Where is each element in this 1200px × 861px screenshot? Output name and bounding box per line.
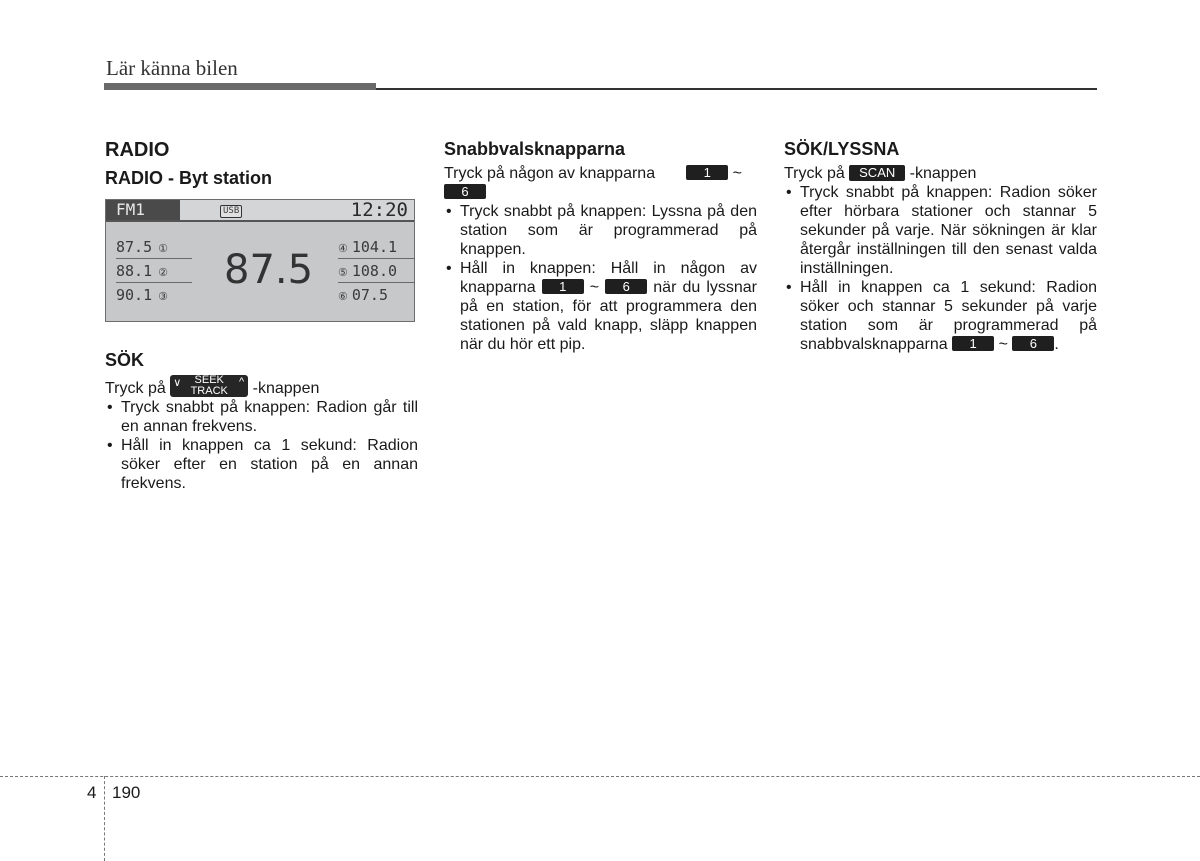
chapter-number: 4: [87, 783, 97, 802]
sok-bullet-list: [105, 398, 418, 493]
bullet2-after: när du lyssnar på en station, för att programmera den stationen på vald knapp, släpp knappen när du hör ett pip.: [460, 279, 758, 353]
preset-freq: 87.5: [116, 238, 153, 256]
preset-key-6: 6: [444, 184, 486, 199]
preset-left-3: [116, 286, 192, 306]
header-title: Lär känna bilen: [106, 56, 238, 80]
sok-intro-after: -knappen: [252, 380, 320, 397]
column-radio: [105, 138, 418, 493]
preset-key-1: 1: [542, 279, 584, 294]
preset-freq: 90.1: [116, 286, 153, 304]
seek-label: SEEK: [194, 374, 224, 386]
preset-key-6: 6: [605, 279, 647, 294]
track-label: TRACK: [190, 385, 228, 397]
chevron-up-icon: ^: [239, 376, 245, 388]
list-item: • Håll in knappen ca 1 sekund: Radion söker efter en station på en annan frekvens.: [105, 436, 418, 493]
tilde: ~: [998, 336, 1008, 353]
preset-key-1: 1: [952, 336, 994, 351]
preset-left-2: [116, 262, 192, 283]
chevron-down-icon: ∨: [173, 377, 182, 389]
display-usb-icon: USB: [220, 205, 242, 218]
header-rule-thin: [376, 88, 1097, 90]
preset-freq: 108.0: [351, 262, 398, 280]
radio-display: [105, 199, 415, 322]
preset-key-6: 6: [1012, 336, 1054, 351]
scan-intro-after: -knappen: [909, 165, 977, 182]
preset-number: ①: [158, 242, 168, 255]
scan-bullet-list: [784, 183, 1097, 354]
preset-key-1: 1: [686, 165, 728, 180]
end-period: .: [1054, 336, 1059, 353]
display-time: 12:20: [350, 199, 408, 221]
list-item: • Tryck snabbt på knappen: Radion söker efter hörbara stationer och stannar 5 sekunder på varje. När sökningen är klar återgår inställningen till den senast valda inställningen.: [784, 183, 1097, 278]
page-number: 190: [112, 783, 141, 802]
preset-right-5: [338, 262, 414, 283]
preset-number: ②: [158, 266, 168, 279]
bullet2-before: Håll in knappen ca 1 sekund: Radion söker och stannar 5 sekunder på varje station som är programmerad på snabbvalsknapparna: [800, 279, 1097, 353]
footer-divider: [0, 776, 1200, 777]
list-item: • Tryck snabbt på knappen: Lyssna på den station som är programmerad på knappen.: [444, 202, 757, 259]
list-item: [444, 259, 757, 354]
tilde: ~: [732, 165, 743, 182]
preset-right-4: [338, 238, 414, 259]
radio-subheading: RADIO - Byt station: [105, 168, 273, 188]
seek-track-key: [170, 375, 248, 397]
sok-heading: SÖK: [105, 350, 145, 370]
list-item: • Tryck snabbt på knappen: Radion går till en annan frekvens.: [105, 398, 418, 436]
radio-heading: RADIO: [105, 139, 170, 161]
presets-heading: Snabbvalsknapparna: [444, 139, 626, 159]
presets-bullet-list: [444, 202, 757, 354]
preset-right-6: [338, 286, 414, 306]
footer-vertical-divider: [104, 776, 105, 861]
scan-key: SCAN: [849, 165, 905, 181]
presets-intro: [444, 164, 757, 202]
scan-heading: SÖK/LYSSNA: [784, 139, 900, 159]
preset-number: ③: [158, 290, 168, 303]
preset-left-1: [116, 238, 192, 259]
column-presets: [444, 138, 757, 354]
column-scan: [784, 138, 1097, 354]
bullet2-before: Håll in knappen: Håll in någon av knapparna: [460, 260, 757, 296]
preset-freq: 07.5: [351, 286, 388, 304]
scan-intro-before: Tryck på: [784, 165, 845, 182]
preset-number: ④: [338, 242, 348, 255]
tilde: ~: [589, 279, 600, 296]
preset-freq: 104.1: [351, 238, 398, 256]
preset-number: ⑥: [338, 290, 348, 303]
display-band: FM1: [106, 200, 180, 220]
header-rule-thick: [104, 83, 376, 90]
preset-freq: 88.1: [116, 262, 153, 280]
sok-intro: [105, 375, 418, 398]
display-main-frequency: 87.5: [224, 247, 314, 293]
sok-intro-before: Tryck på: [105, 380, 166, 397]
list-item: [784, 278, 1097, 354]
presets-intro-text: Tryck på någon av knapparna: [444, 165, 656, 182]
preset-number: ⑤: [338, 266, 348, 279]
scan-intro: [784, 164, 1097, 183]
